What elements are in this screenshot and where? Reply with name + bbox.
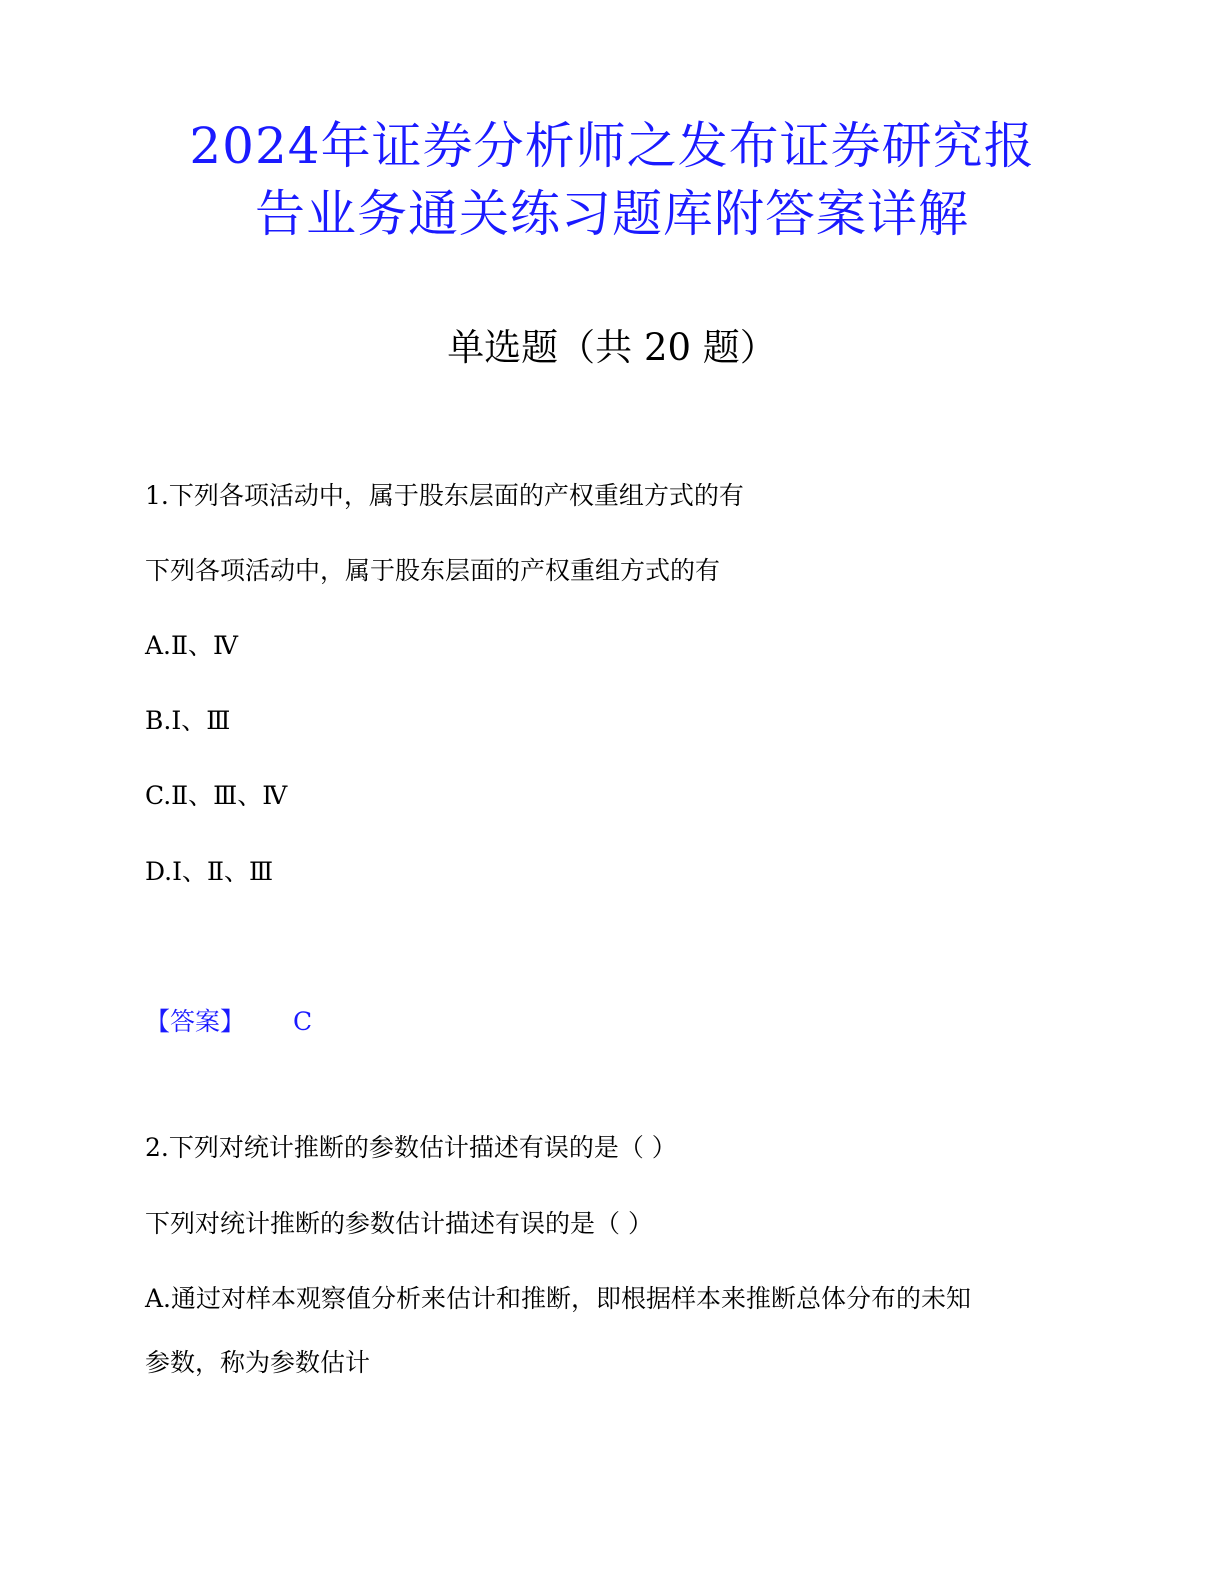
question-2-heading: 2.下列对统计推断的参数估计描述有误的是（ ） <box>145 1133 677 1162</box>
question-1-option-c: C.Ⅱ、Ⅲ、Ⅳ <box>145 781 288 810</box>
answer-value: C <box>293 1007 313 1036</box>
question-1-stem: 下列各项活动中，属于股东层面的产权重组方式的有 <box>145 556 721 585</box>
section-title: 单选题（共 20 题） <box>447 326 777 369</box>
question-2-option-a-line-1: A.通过对样本观察值分析来估计和推断，即根据样本来推断总体分布的未知 <box>145 1284 972 1313</box>
answer-label: 【答案】 <box>145 1007 246 1036</box>
question-2-stem: 下列对统计推断的参数估计描述有误的是（ ） <box>145 1209 653 1238</box>
document-title-line-1: 2024年证券分析师之发布证券研究报 <box>189 117 1035 175</box>
question-1-option-d: D.Ⅰ、Ⅱ、Ⅲ <box>145 857 274 886</box>
document-title <box>100 112 1124 248</box>
document-title-line-2: 告业务通关练习题库附答案详解 <box>255 185 969 243</box>
question-2-option-a-line-2: 参数，称为参数估计 <box>145 1348 371 1377</box>
question-1-option-b: B.Ⅰ、Ⅲ <box>145 706 231 735</box>
question-1-heading: 1.下列各项活动中，属于股东层面的产权重组方式的有 <box>145 481 744 510</box>
question-1-option-a: A.Ⅱ、Ⅳ <box>145 631 238 660</box>
question-1-answer <box>145 1004 312 1040</box>
